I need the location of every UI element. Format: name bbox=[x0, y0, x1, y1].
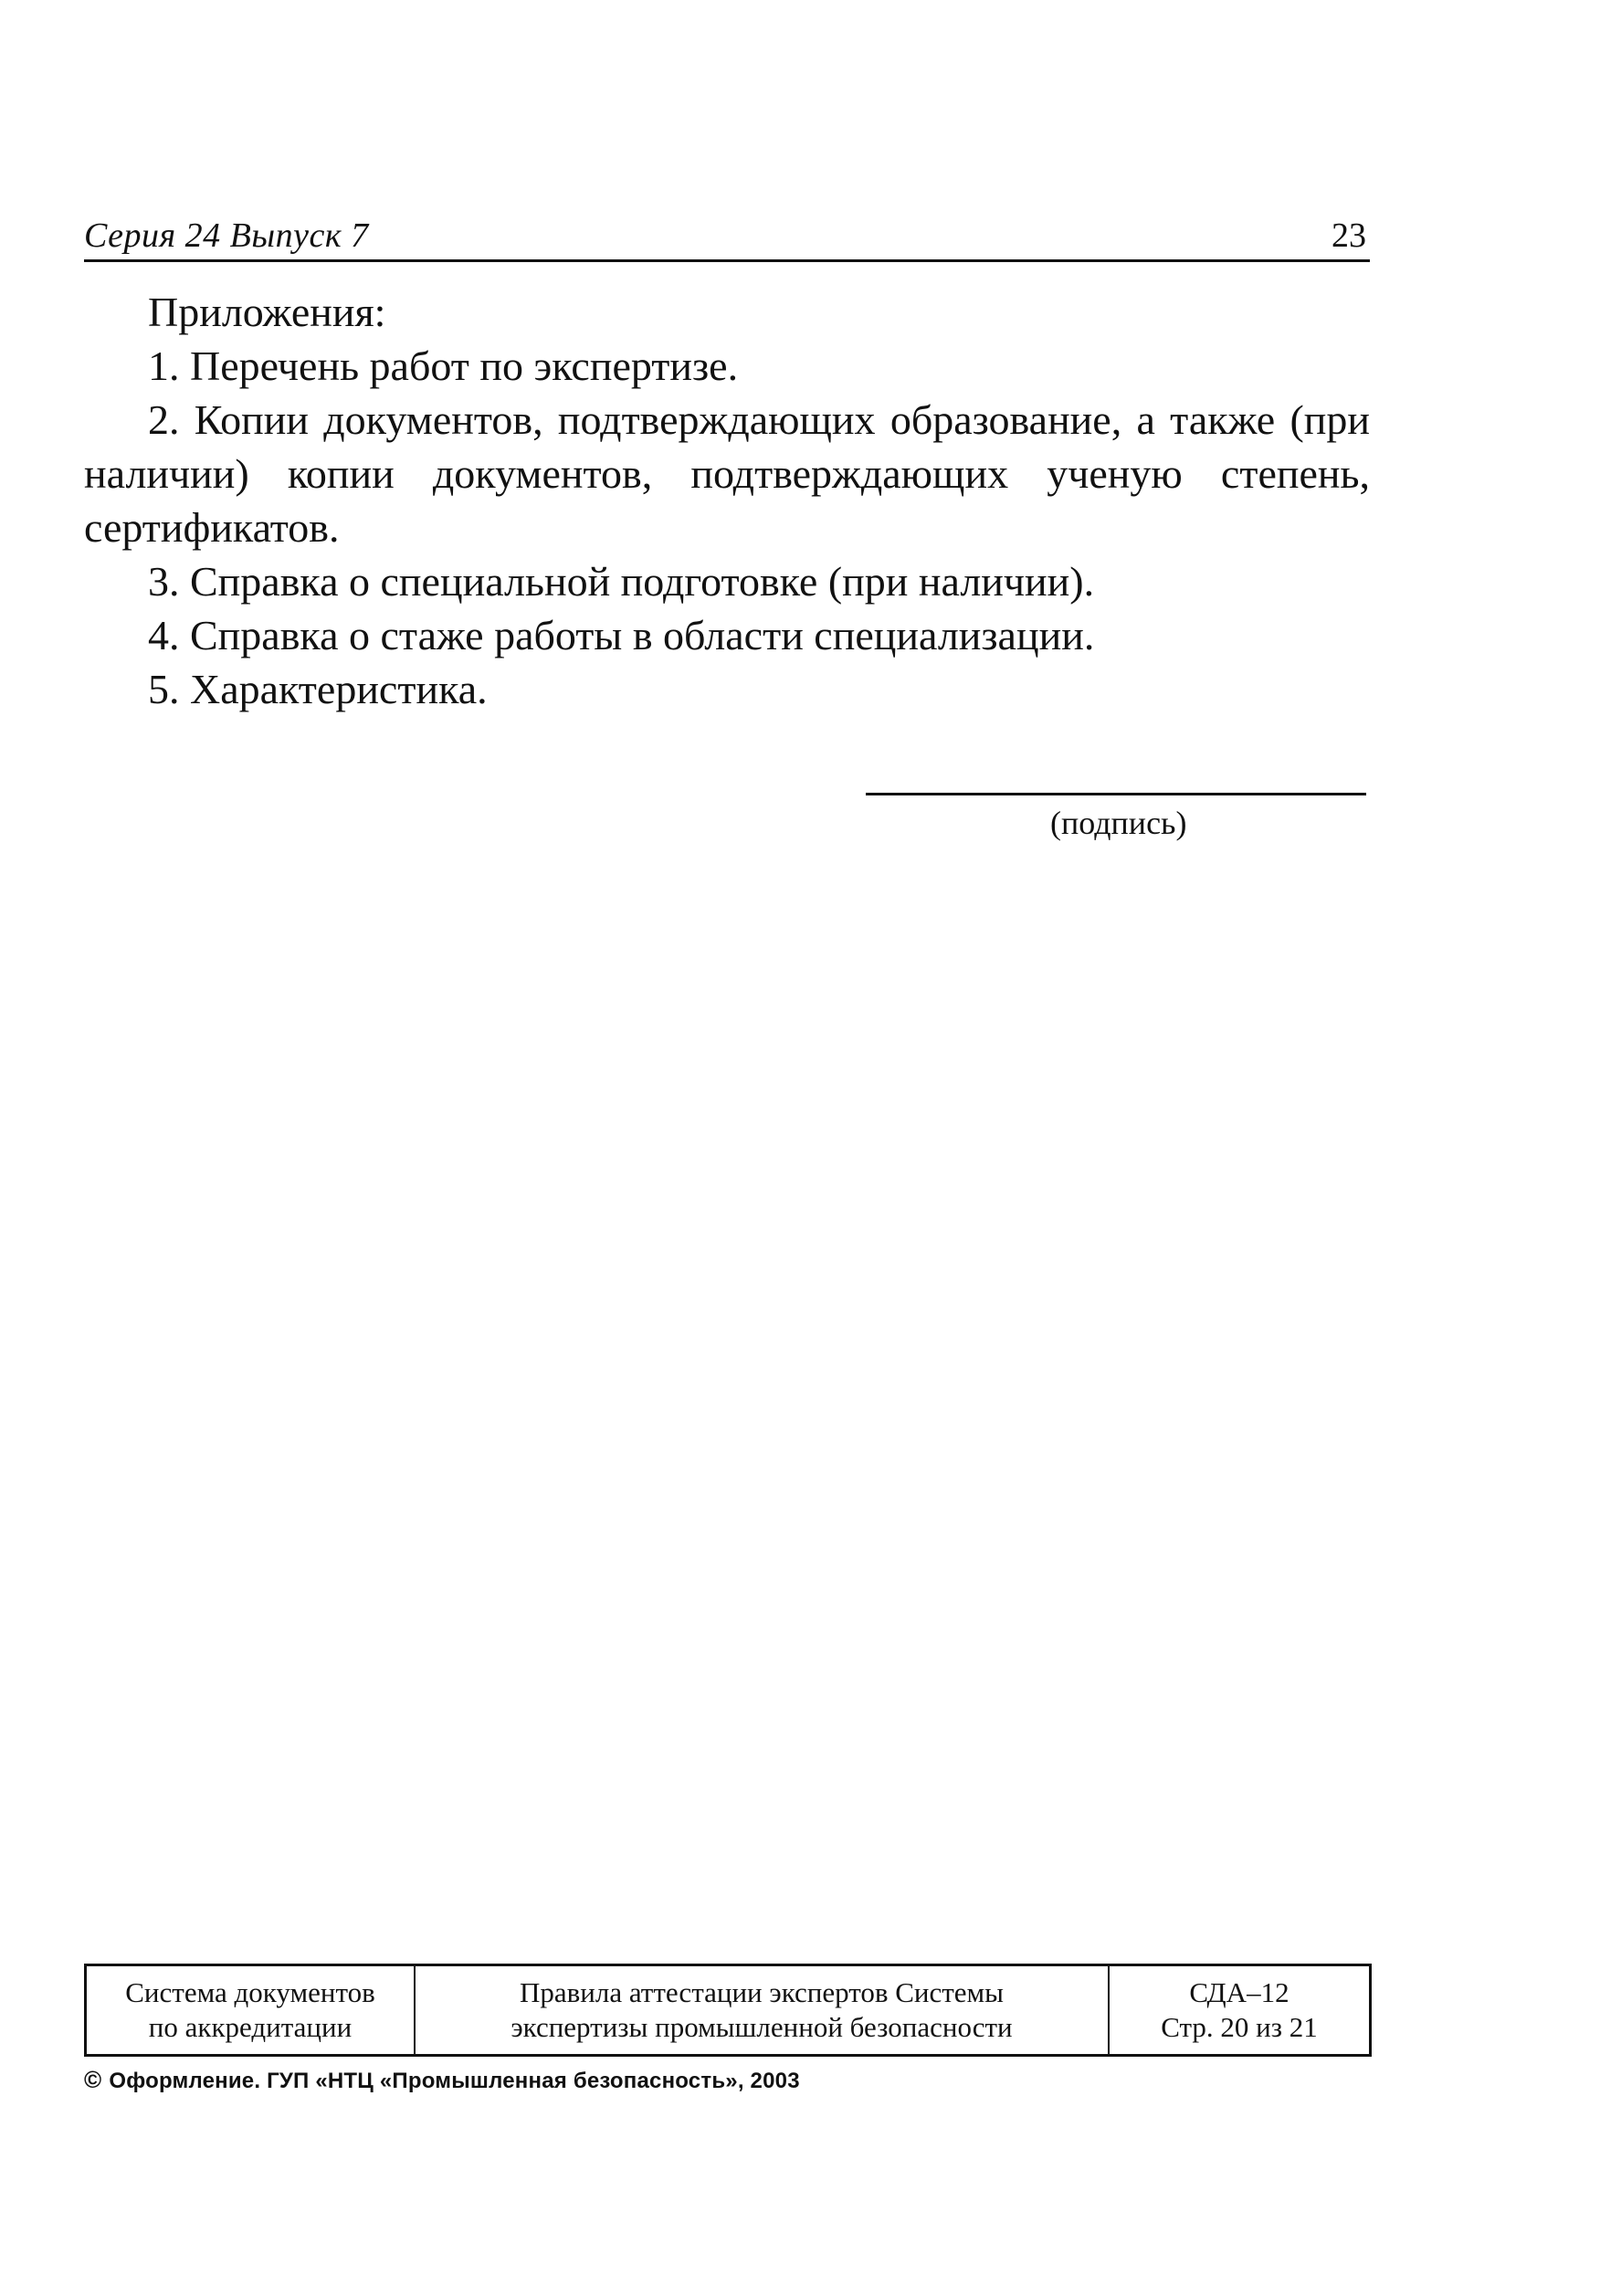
copyright-icon: © bbox=[84, 2066, 102, 2093]
page-header bbox=[84, 212, 1370, 262]
signature-line bbox=[866, 793, 1366, 795]
appendix-item: 5. Характеристика. bbox=[148, 666, 488, 712]
footer-document-title-cell bbox=[416, 1966, 1110, 2054]
footer-document-code: СДА–12 bbox=[1189, 1976, 1289, 2008]
appendix-item: 4. Справка о стаже работы в области специализации. bbox=[148, 612, 1095, 658]
appendix-item: 2. Копии документов, подтверждающих образование, а также (при наличии) копии документов, подтверждающих ученую степень, сертификатов. bbox=[84, 396, 1370, 551]
appendix-item: 3. Справка о специальной подготовке (при наличии). bbox=[148, 558, 1095, 605]
footer-code-cell bbox=[1110, 1966, 1369, 2054]
series-title: Серия 24 Выпуск 7 bbox=[84, 216, 369, 255]
signature-label: (подпись) bbox=[1050, 805, 1187, 841]
appendix-heading: Приложения: bbox=[148, 289, 386, 335]
footer-document-title-line: Правила аттестации экспертов Системы bbox=[520, 1976, 1004, 2008]
footer-page-count: Стр. 20 из 21 bbox=[1161, 2011, 1318, 2043]
footer-system-cell bbox=[87, 1966, 416, 2054]
footer-document-title-line: экспертизы промышленной безопасности bbox=[511, 2011, 1013, 2043]
footer-system-line: по аккредитации bbox=[148, 2011, 353, 2043]
footer-system-line: Система документов bbox=[125, 1976, 375, 2008]
appendix-list bbox=[84, 285, 1370, 716]
copyright-notice bbox=[84, 2066, 800, 2094]
footer-table bbox=[84, 1964, 1372, 2057]
page-number: 23 bbox=[1332, 216, 1366, 255]
copyright-text: Оформление. ГУП «НТЦ «Промышленная безопасность», 2003 bbox=[109, 2069, 800, 2093]
appendix-item: 1. Перечень работ по экспертизе. bbox=[148, 342, 739, 389]
